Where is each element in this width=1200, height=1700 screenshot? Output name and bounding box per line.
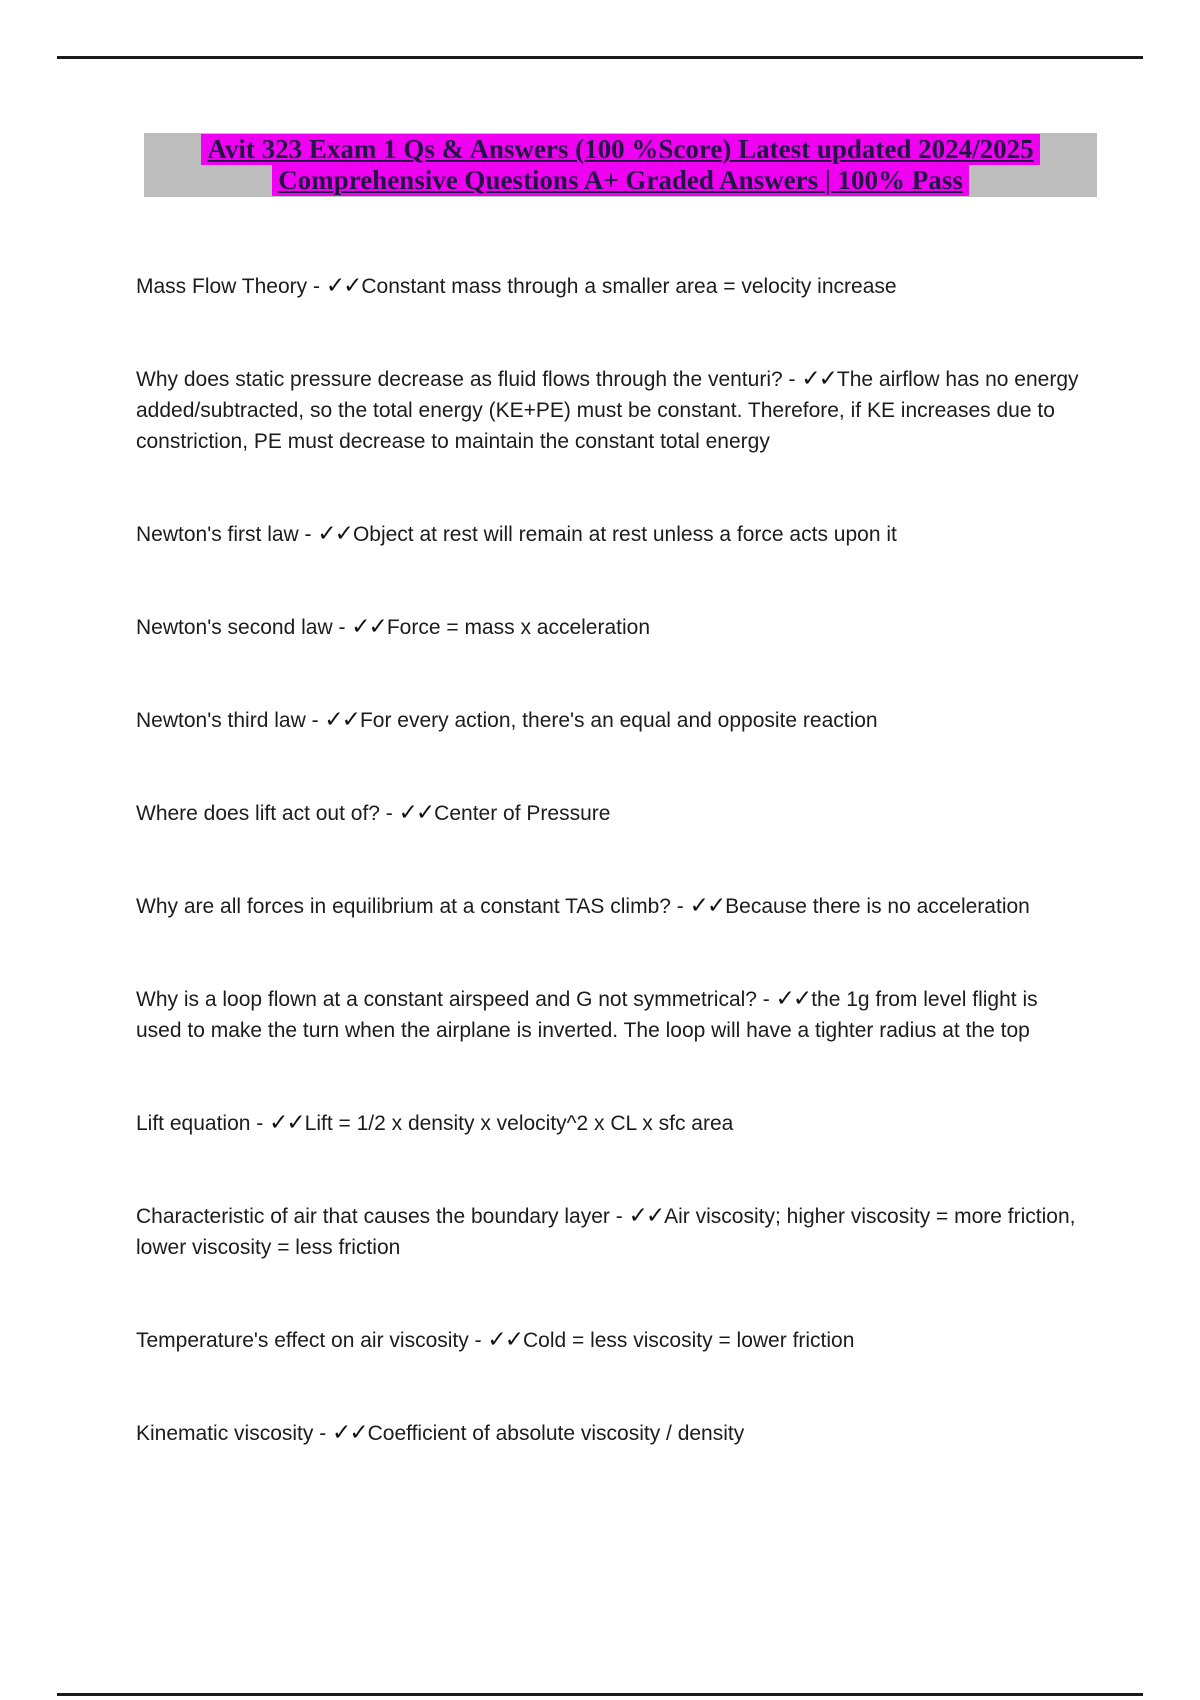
double-checkmark-icon: ✓✓ (628, 1202, 664, 1228)
qa-answer: Force = mass x acceleration (386, 616, 651, 639)
qa-item (136, 270, 1088, 302)
qa-question: Newton's third law - (136, 709, 325, 732)
double-checkmark-icon: ✓✓ (324, 706, 359, 732)
double-checkmark-icon: ✓✓ (325, 272, 361, 298)
qa-answer: Lift = 1/2 x density x velocity^2 x CL x sfc area (304, 1112, 734, 1135)
qa-question: Why is a loop flown at a constant airspeed and G not symmetrical? - (136, 988, 776, 1011)
double-checkmark-icon: ✓✓ (332, 1419, 367, 1445)
qa-question: Lift equation - (136, 1112, 270, 1135)
qa-item (136, 1200, 1088, 1263)
qa-item (136, 890, 1088, 922)
qa-item (136, 1417, 1088, 1449)
qa-question: Where does lift act out of? - (136, 802, 399, 825)
document-title-line-1 (144, 134, 1097, 165)
title-bar (144, 133, 1097, 197)
double-checkmark-icon: ✓✓ (317, 520, 352, 546)
qa-answer: Center of Pressure (434, 802, 611, 825)
qa-answer: Object at rest will remain at rest unless a force acts upon it (352, 523, 897, 546)
qa-question: Why does static pressure decrease as fluid flows through the venturi? - (136, 368, 802, 391)
qa-answer: Constant mass through a smaller area = velocity increase (361, 275, 897, 298)
qa-question: Why are all forces in equilibrium at a constant TAS climb? - (136, 895, 690, 918)
qa-answer: Because there is no acceleration (725, 895, 1030, 918)
double-checkmark-icon: ✓✓ (775, 985, 811, 1011)
qa-question: Newton's first law - (136, 523, 318, 546)
qa-answer: The airflow has no energy added/subtracted, so the total energy (KE+PE) must be constant. Therefore, if KE increases due to constriction, PE must decrease to maintain the constant total energy (136, 368, 1079, 453)
qa-question: Temperature's effect on air viscosity - (136, 1329, 488, 1352)
double-checkmark-icon: ✓✓ (801, 365, 836, 391)
qa-answer: Air viscosity; higher viscosity = more friction, lower viscosity = less friction (136, 1205, 1076, 1259)
highlighted-title-text-2: Comprehensive Questions A+ Graded Answers | 100% Pass (272, 165, 969, 196)
qa-answer: For every action, there's an equal and opposite reaction (359, 709, 878, 732)
double-checkmark-icon: ✓✓ (689, 892, 725, 918)
bottom-border-rule (57, 1693, 1143, 1696)
double-checkmark-icon: ✓✓ (351, 613, 386, 639)
highlighted-title-text-1: Avit 323 Exam 1 Qs & Answers (100 %Score) Latest updated 2024/2025 (201, 134, 1039, 165)
qa-answer: Coefficient of absolute viscosity / density (367, 1422, 745, 1445)
double-checkmark-icon: ✓✓ (269, 1109, 304, 1135)
qa-question: Newton's second law - (136, 616, 352, 639)
qa-question: Kinematic viscosity - (136, 1422, 333, 1445)
qa-item (136, 611, 1088, 643)
qa-answer: Cold = less viscosity = lower friction (522, 1329, 855, 1352)
qa-answer: the 1g from level flight is used to make the turn when the airplane is inverted. The loop will have a tighter radius at the top (136, 988, 1038, 1042)
double-checkmark-icon: ✓✓ (487, 1326, 522, 1352)
top-border-rule (57, 56, 1143, 59)
qa-list (136, 270, 1088, 1510)
qa-item (136, 704, 1088, 736)
double-checkmark-icon: ✓✓ (398, 799, 434, 825)
qa-item (136, 1324, 1088, 1356)
qa-item (136, 983, 1088, 1046)
document-title-line-2 (144, 165, 1097, 196)
qa-item (136, 363, 1088, 457)
qa-question: Mass Flow Theory - (136, 275, 326, 298)
qa-item (136, 797, 1088, 829)
qa-item (136, 518, 1088, 550)
qa-item (136, 1107, 1088, 1139)
qa-question: Characteristic of air that causes the boundary layer - (136, 1205, 629, 1228)
